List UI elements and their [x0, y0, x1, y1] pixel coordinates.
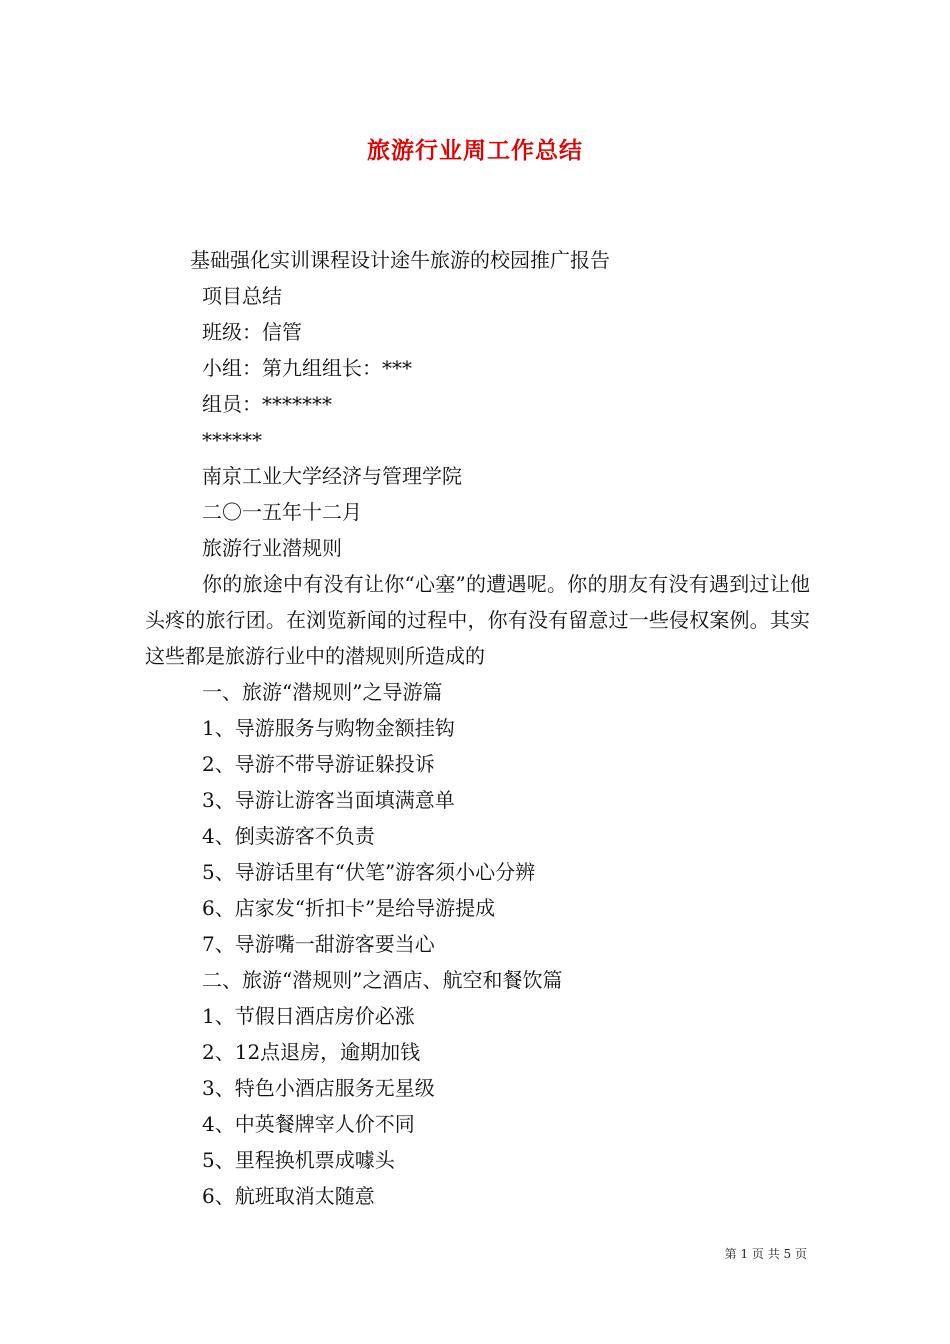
list-item: 5、导游话里有“伏笔”游客须小心分辨 — [202, 860, 536, 884]
header-line-class: 班级：信管 — [202, 320, 302, 344]
document-body — [145, 242, 810, 1214]
intro-paragraph: 你的旅途中有没有让你“心塞”的遭遇呢。你的朋友有没有遇到过让他头疼的旅行团。在浏览新闻的过程中，你有没有留意过一些侵权案例。其实这些都是旅游行业中的潜规则所造成的 — [145, 572, 810, 668]
header-line-members: 组员：******* — [202, 392, 332, 416]
section1-heading: 一、旅游“潜规则”之导游篇 — [202, 680, 443, 704]
list-item: 3、导游让游客当面填满意单 — [202, 788, 455, 812]
header-line-members-continued: ****** — [202, 428, 262, 452]
list-item: 5、里程换机票成噱头 — [202, 1148, 395, 1172]
section2-heading: 二、旅游“潜规则”之酒店、航空和餐饮篇 — [202, 968, 563, 992]
list-item: 4、倒卖游客不负责 — [202, 824, 375, 848]
list-item: 1、导游服务与购物金额挂钩 — [202, 716, 455, 740]
header-line-school: 南京工业大学经济与管理学院 — [202, 464, 462, 488]
page-number: 第 1 页 共 5 页 — [724, 1247, 807, 1261]
header-line-project-summary: 项目总结 — [202, 284, 282, 308]
list-item: 6、航班取消太随意 — [202, 1184, 375, 1208]
report-subtitle: 基础强化实训课程设计途牛旅游的校园推广报告 — [190, 248, 610, 272]
header-line-group: 小组：第九组组长：*** — [202, 356, 412, 380]
header-line-date: 二〇一五年十二月 — [202, 500, 362, 524]
list-item: 3、特色小酒店服务无星级 — [202, 1076, 435, 1100]
list-item: 2、12点退房，逾期加钱 — [202, 1040, 421, 1064]
list-item: 1、节假日酒店房价必涨 — [202, 1004, 415, 1028]
list-item: 4、中英餐牌宰人价不同 — [202, 1112, 415, 1136]
section-intro-heading: 旅游行业潜规则 — [202, 536, 342, 560]
document-title: 旅游行业周工作总结 — [367, 137, 583, 164]
list-item: 7、导游嘴一甜游客要当心 — [202, 932, 435, 956]
list-item: 6、店家发“折扣卡”是给导游提成 — [202, 896, 496, 920]
list-item: 2、导游不带导游证躲投诉 — [202, 752, 435, 776]
